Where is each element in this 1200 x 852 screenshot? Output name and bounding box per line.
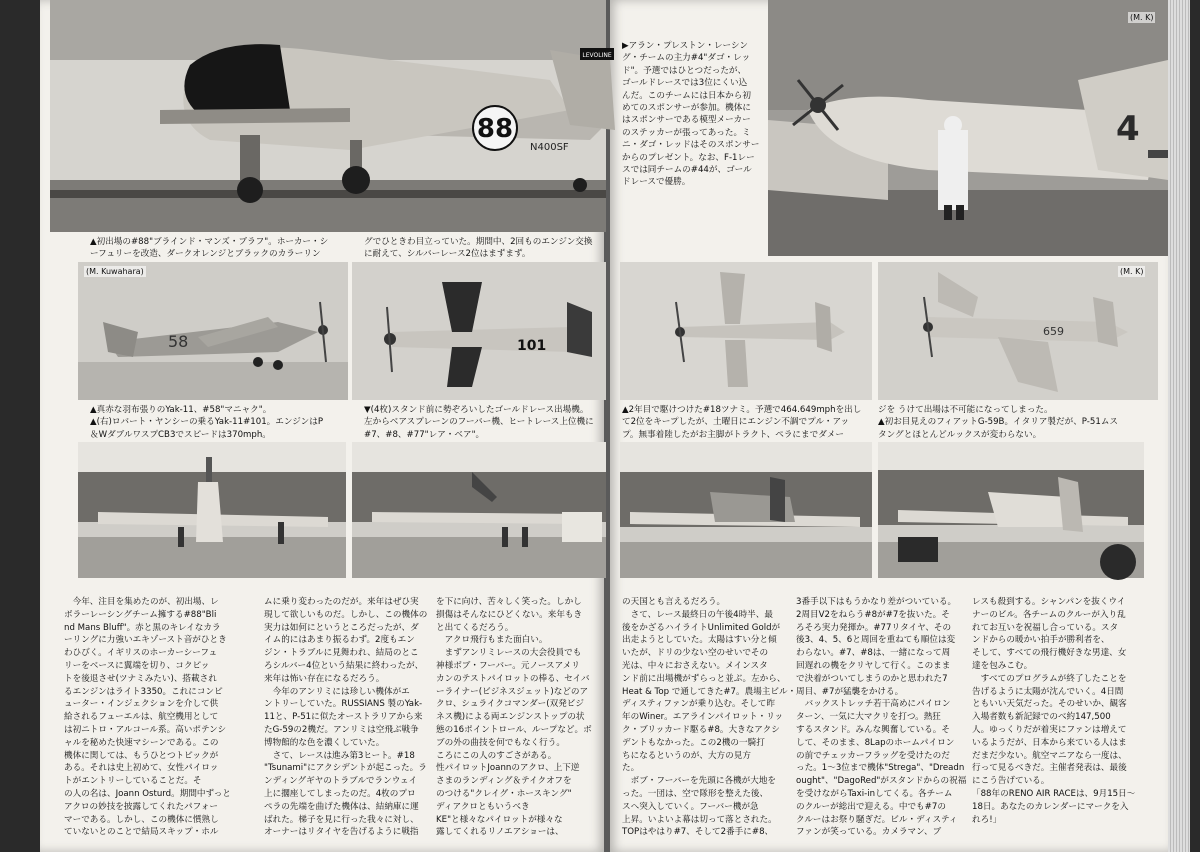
photo-credit-fiat: (M. K)	[1120, 267, 1144, 276]
body-column-4: の天国とも言えるだろう。 さて、レース最終日の午後4時半、最 後をかざるハイライトUnlimited Goldが 出走ようとしていた。太陽はすい分と傾 いたが、ドリの少ない空のせいでその 光は、中々におさえない。メインスタ ンド前に出場機がずらっと並ぶ。左から、 Heat & Top で通してきた#7。農場主ビル・ ディスティファンが乗り込む。そして昨 年のWiner。エアラインパイロット・リッ ク・ブリッカード駆る#8。大きなアクシ デントもなかった。この2機の一騎打 ちになるというのが、大方の見方 た。 ボブ・フーバーを先頭に各機が大地を った。一団は、空で隊形を整えた後、 スへ突入していく。フーバー機が急 上昇。いよいよ幕は切って落とされた。 TOPはやはり#7、そして2番手に#8、	[622, 597, 797, 838]
aircraft-number-659: 659	[1043, 325, 1064, 338]
aircraft-registration: N400SF	[530, 142, 569, 153]
caption-yak11-pair: ▲真赤な羽布張りのYak-11、#58"マニャク"。 ▲(右)ロバート・ヤンシーの乗るYak-11#101。エンジンはP ＆WダブルワスプCB3でスピードは370mph。	[90, 405, 323, 440]
photo-credit-top-right: (M. K)	[1130, 13, 1154, 22]
photo-blind-mans-bluff	[50, 0, 612, 232]
caption-blind-mans-bluff: ▲初出場の#88"ブラインド・マンズ・ブラフ"。ホーカー・シ ーフュリーを改造、ダークオレンジとブラックのカラーリン	[90, 237, 329, 260]
aircraft-number-88: 88	[476, 114, 514, 144]
body-column-5: 3番手以下はもうかなり差がついている。 2周目V2をねらう#8が#7を抜いた。そ ろそろ実力発揮か。#77リタイヤ、その 後3、4、5、6と周回を重ねても順位は変 わらない。#7、#8は、一緒になって周 回遅れの機をクリヤして行く。このまま で決着がついてしまうのかと思われた7 周目、#7が猛襲をかける。 バックストレッチ若干高めにパイロン ターン、一気に大マクリを打つ。熱狂 するスタンド。みんな興奮している。そ して、そのまま、8Lapのホームパイロン の前でチェッカーフラッグを受けたのだ った。1〜3位まで機体"Strega"、"Dreadn ought"、"DagoRed"がスタンドからの祝福 を受けながらTaxi-inしてくる。各チーム のクルーが総出で迎える。中でも#7の クルーはお祭り騒ぎだ。ビル・ディスティ ファンが笑っている。カメラマン、ブ	[796, 597, 967, 838]
caption-gold-four: ▼(4枚)スタンド前に勢ぞろいしたゴールドレース出場機。 左からベアスプレーンのフーバー機、ヒートレース上位機に #7、#8、#77"レア・ベア"。	[364, 405, 594, 440]
caption-tsunami: ▲2年目で駆けつけた#18ツナミ。予選で464.649mphを出し て2位をキープしたが、土曜日にエンジン不調でプル・アッ プ。無事着陸したがお主脚がトラクト、ペラにまでダメー	[622, 405, 862, 440]
aircraft-number-58: 58	[168, 332, 189, 351]
photo-lineup-4	[878, 442, 1144, 578]
photo-tsunami	[620, 262, 872, 400]
photo-credit-kuwahara: (M. Kuwahara)	[86, 267, 144, 276]
photo-fiat-g59b	[878, 262, 1158, 400]
photo-yak11-101	[352, 262, 606, 400]
photo-yak11-58	[78, 262, 348, 400]
page-edge	[1168, 0, 1190, 852]
photo-lineup-3	[620, 442, 872, 578]
photo-lineup-2	[352, 442, 606, 578]
body-column-1: 今年、注目を集めたのが、初出場、レ ボラーレーシングチーム擁する#88"Bli nd Mans Bluff"。赤と黒のキレイなカラ ーリングに力強いエキゾースト音がひとき わひびく。イギリスのホーカーシーフュ リーをベースに翼端を切り、コクピッ トを後退させ(ツナミみたい)、搭載され るエンジンはライト3350。これにコンピ ューター・インジェクションを介して供 給されるフューエルは、航空機用として は初ニトロ・アルコール系。高いポテンシ ャルを秘めた快速マシーンである。この 機体に関しては、もうひとつトピックが ある。それは史上初めて、女性パイロッ トがエントリーしていることだ。そ の人の名は、Joann Osturd。期間中ずっと アクロの妙技を披露してくれたパフォー マーである。しかし、この機体に慣熟し ていないとのことで結局スキップ・ホル	[64, 597, 231, 838]
photo-dago-red	[768, 0, 1168, 256]
aircraft-brand-label: LEVOLINE	[582, 52, 612, 59]
body-column-2: ムに乗り変わったのだが。来年はぜひ実 現して欲しいものだ。しかし、この機体の 実力は如何にというところだったが、ダ イム的にはあまり振るわず。2度もエン ジン・トラブルに見舞われ、結局のとこ ろシルバー4位という結果に終わったが、 来年は怖い存在になるだろう。 今年のアンリミには珍しい機体がエ ントリーしていた。RUSSIANS 製のYak- 11と、P-51に似たオーストラリアから来 たG-59の2機だ。アンリミは空飛ぶ戦争 博物館的な色を濃くしていた。 さて、レースは進み第3ヒート。#18 "Tsunami"にアクシデントが起こった。ラ ンディングギヤのトラブルでランウェイ 上に擱座してしまったのだ。4枚のプロ ペラの先端を曲げた機体は、結納庫に運 ばれた。梯子を見に行った我々に対し、 オーナーはリタイヤを告げるように戦指	[264, 597, 428, 838]
aircraft-number-101: 101	[517, 338, 547, 354]
caption-blind-mans-bluff-cont: グでひときわ目立っていた。期間中、2回ものエンジン交換 に耐えて、シルバーレース2位はまずまず。	[364, 237, 593, 260]
body-column-3: を下に向け、苦々しく笑った。しかし 損傷はそんなにひどくない。来年もき と出てくるだろう。 アクロ飛行もまた面白い。 まずアンリミレースの大会役員でも 神様ボブ・フーバー。元ノースアメリ カンのテストパイロットの棒る、セイバ ーライナー(ビジネスジェット)などのア クロ、シュライクコマンダー(双発ビジ ネス機)による両エンジンストップの状 態の16ポイントロール、ループなど。ボ ブの外の曲技を何でもなく行う。 ころにこの人のすごさがある。 性パイロットJoannのアクロ、上下逆 さまのランディング＆テイクオフを のつける"クレイグ・ホースキング" ディアクロともいうべき KE"と様々なパイロットが様々な 露してくれるリノエアショーは、	[436, 597, 592, 838]
photo-lineup-1	[78, 442, 346, 578]
aircraft-number-4: 4	[1116, 109, 1140, 149]
caption-fiat: ジを うけて出場は不可能になってしまった。 ▲初お目見えのフィアットG-59B。イタリア製だが、P-51ムス タングとほとんどルックスが変わらない。	[878, 405, 1119, 440]
caption-dago-red: ▶アラン・プレストン・レーシン グ・チームの主力#4"ダゴ・レッ ド"。予選ではひとつだったが、 ゴールドレースでは3位にくい込 んだ。このチームには日本から初 めてのスポンサーが参加。機体に はスポンサーである模型メーカー のステッカーが張ってあった。ミ ニ・ダゴ・レッドはそのスポンサー からのプレゼント。なお、F-1レー スでは同チームの#44が、ゴール ドレースで優勝。	[622, 41, 760, 188]
body-column-6: レスも殺到する。シャンパンを抜くウイ ナーのビル。各チームのクルーが入り乱 れてお互いを祝福し合っている。スタ ンドからの暖かい拍手が勝利者を、 そして、すべての飛行機好きな男達、女 達を包みこむ。 すべてのプログラムが終了したことを 告げるように太陽が沈んでいく。4日間 ともいい天気だった。そのせいか、観客 入場者数も新記録でのべ約147,500 人。ゆっくりだが着実にファンは増えて いるようだが、日本から来ている人はま だまだ少ない。航空マニアなら一度は、 行って見るべきだ。主催者発表は、最後 にこう告げている。 「88年のRENO AIR RACEは、9月15日〜 18日。あなたのカレンダーにマークを入 れろ!」	[972, 597, 1136, 825]
